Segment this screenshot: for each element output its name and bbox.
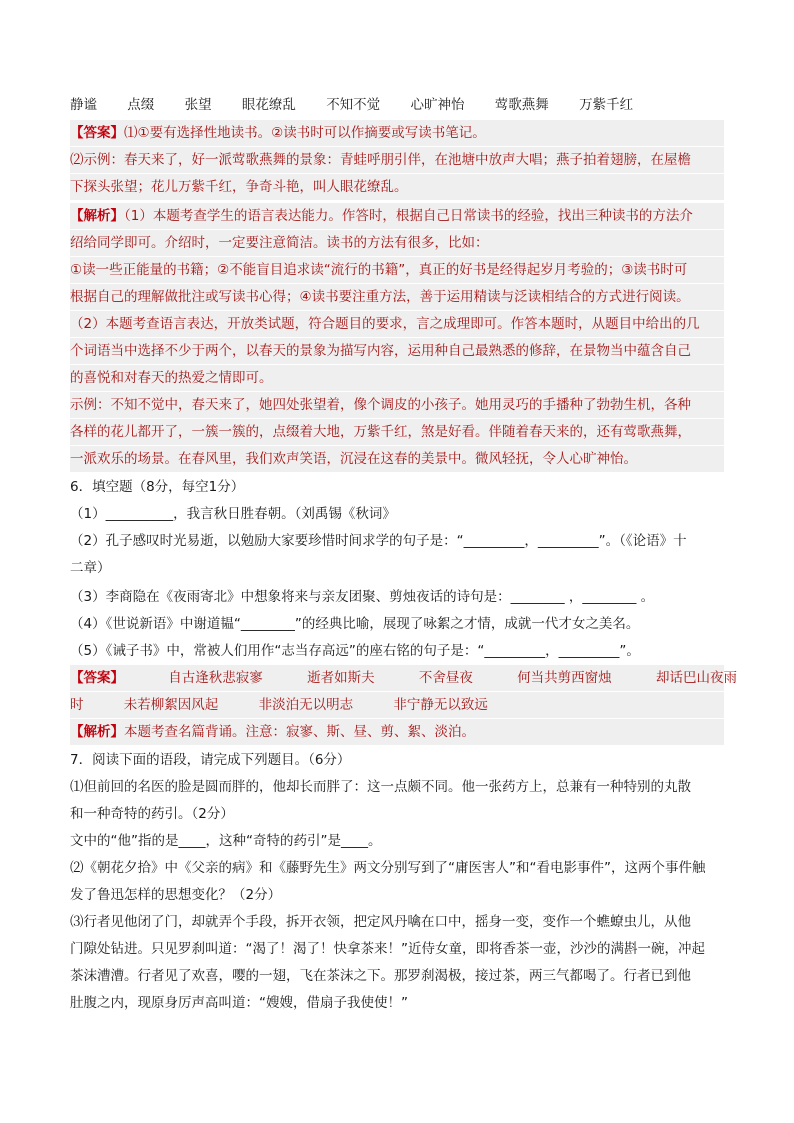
answer-item: 却话巴山夜雨 xyxy=(655,670,737,686)
q5-analysis-line: 个词语当中选择不少于两个，以春天的景象为描写内容，运用种自己最熟悉的修辞，在景物当中蕴含自己 xyxy=(70,338,724,364)
analysis-text: 本题考查名篇背诵。注意：寂寥、斯、昼、剪、絮、淡泊。 xyxy=(124,724,475,740)
word-item: 心旷神怡 xyxy=(410,97,465,113)
q7-passage-3: ⑶行者见他闭了门，却就弄个手段，拆开衣领，把定风丹噙在口中，摇身一变，变作一个蟭蟟虫儿，从他 xyxy=(70,914,691,930)
q5-analysis-line: （2）本题考查语言表达，开放类试题，符合题目的要求，言之成理即可。作答本题时，从题目中给出的几 xyxy=(70,311,724,337)
vocabulary-words xyxy=(70,92,724,118)
answer-item: 未若柳絮因风起 xyxy=(123,697,219,713)
answer-tag: 【答案】 xyxy=(70,670,124,686)
q7-passage-3: 门隙处钻进。只见罗刹叫道：“渴了！渴了！快拿茶来！”近侍女童，即将香茶一壶，沙沙的满斟一碗，冲起 xyxy=(70,941,705,957)
answer-item: 非淡泊无以明志 xyxy=(258,697,354,713)
q5-answer-line: ⑵示例：春天来了，好一派莺歌燕舞的景象：青蛙呼朋引伴，在池塘中放声大唱；燕子拍着翅膀，在屋檐 xyxy=(70,147,724,173)
q6-sentence-2: （2）孔子感叹时光易逝，以勉励大家要珍惜时间求学的句子是：“_________，_________”。（《论语》十 xyxy=(70,533,687,549)
q5-analysis-line: 的喜悦和对春天的热爱之情即可。 xyxy=(70,365,724,391)
answer-item: 不舍昼夜 xyxy=(418,670,473,686)
q6-sentence-3: （3）李商隐在《夜雨寄北》中想象将来与亲友团聚、剪烛夜话的诗句是：________ ，________ 。 xyxy=(70,589,655,605)
answer-tag: 【答案】 xyxy=(70,125,124,141)
answer-item: 时 xyxy=(70,697,84,713)
word-item: 万紫千红 xyxy=(579,97,634,113)
q6-sentence-1: （1）__________，我言秋日胜春朝。（刘禹锡《秋词》 xyxy=(70,506,396,522)
q7-question-2-cont: 发了鲁迅怎样的思想变化？（2分） xyxy=(70,887,282,903)
q7-passage-1-cont: 和一种奇特的药引。（2分） xyxy=(70,806,234,822)
q6-title: 6．填空题（8分，每空1分） xyxy=(70,479,245,495)
q5-example-line: 各样的花儿都开了，一簇一簇的，点缀着大地，万紫千红，煞是好看。伴随着春天来的，还有莺歌燕舞， xyxy=(70,419,724,445)
q5-answer-line: 下探头张望；花儿万紫千红，争奇斗艳，叫人眼花缭乱。 xyxy=(70,174,724,200)
word-item: 张望 xyxy=(184,97,212,113)
analysis-tag: 【解析】 xyxy=(70,208,124,224)
q7-title: 7．阅读下面的语段，请完成下列题目。（6分） xyxy=(70,752,351,768)
answer-item: 逝者如斯夫 xyxy=(307,670,375,686)
word-item: 不知不觉 xyxy=(326,97,381,113)
q6-answer-line xyxy=(70,665,737,691)
word-item: 点缀 xyxy=(127,97,155,113)
q7-passage-3: 肚腹之内，现原身厉声高叫道：“嫂嫂，借扇子我使使！” xyxy=(70,995,408,1011)
q6-sentence-5: （5）《诫子书》中，常被人们用作“志当存高远”的座右铭的句子是：“_________，_________”。 xyxy=(70,643,640,659)
q5-answer-line xyxy=(70,120,724,146)
word-item: 莺歌燕舞 xyxy=(494,97,549,113)
q5-example-line: 一派欢乐的场景。在春风里，我们欢声笑语，沉浸在这春的美景中。微风轻抚，令人心旷神怡。 xyxy=(70,446,724,472)
q7-passage-3: 茶沫漕漕。行者见了欢喜，嘤的一翅，飞在茶沫之下。那罗刹渴极，接过茶，两三气都喝了。行者已到他 xyxy=(70,968,691,984)
q5-analysis-line: 绍给同学即可。介绍时，一定要注意简洁。读书的方法有很多，比如： xyxy=(70,230,724,256)
word-item: 静谧 xyxy=(70,97,97,113)
q7-question-2: ⑵《朝花夕拾》中《父亲的病》和《藤野先生》两文分别写到了“庸医害人”和“看电影事件”，这两个事件触 xyxy=(70,860,706,876)
q6-sentence-4: （4）《世说新语》中谢道韫“________”的经典比喻，展现了咏絮之才情，成就一代才女之美名。 xyxy=(70,616,640,632)
q6-answer-line xyxy=(70,692,724,718)
q7-question-1: 文中的“他”指的是____，这种“奇特的药引”是____。 xyxy=(70,833,382,849)
analysis-tag: 【解析】 xyxy=(70,724,124,740)
q7-passage-1: ⑴但前回的名医的脸是圆而胖的，他却长而胖了：这一点颇不同。他一张药方上，总兼有一种特别的丸散 xyxy=(70,779,691,795)
q5-example-line: 示例：不知不觉中，春天来了，她四处张望着，像个调皮的小孩子。她用灵巧的手播种了勃勃生机，各种 xyxy=(70,392,724,418)
q6-sentence-2-cont: 二章） xyxy=(70,560,111,576)
q5-analysis-line: ①读一些正能量的书籍；②不能盲目追求读“流行的书籍”，真正的好书是经得起岁月考验的；③读书时可 xyxy=(70,257,724,283)
answer-item: 非宁静无以致远 xyxy=(393,697,488,713)
answer-item: 自古逢秋悲寂寥 xyxy=(168,670,263,686)
word-item: 眼花缭乱 xyxy=(241,97,296,113)
q6-analysis-line xyxy=(70,719,724,745)
answer-text: ⑴①要有选择性地读书。②读书时可以作摘要或写读书笔记。 xyxy=(124,125,486,141)
analysis-text: （1）本题考查学生的语言表达能力。作答时，根据自己日常读书的经验，找出三种读书的方法介 xyxy=(124,208,693,224)
answer-item: 何当共剪西窗烛 xyxy=(517,670,612,686)
q5-analysis-line xyxy=(70,203,724,229)
q5-analysis-line: 根据自己的理解做批注或写读书心得；④读书要注重方法，善于运用精读与泛读相结合的方式进行阅读。 xyxy=(70,284,724,310)
